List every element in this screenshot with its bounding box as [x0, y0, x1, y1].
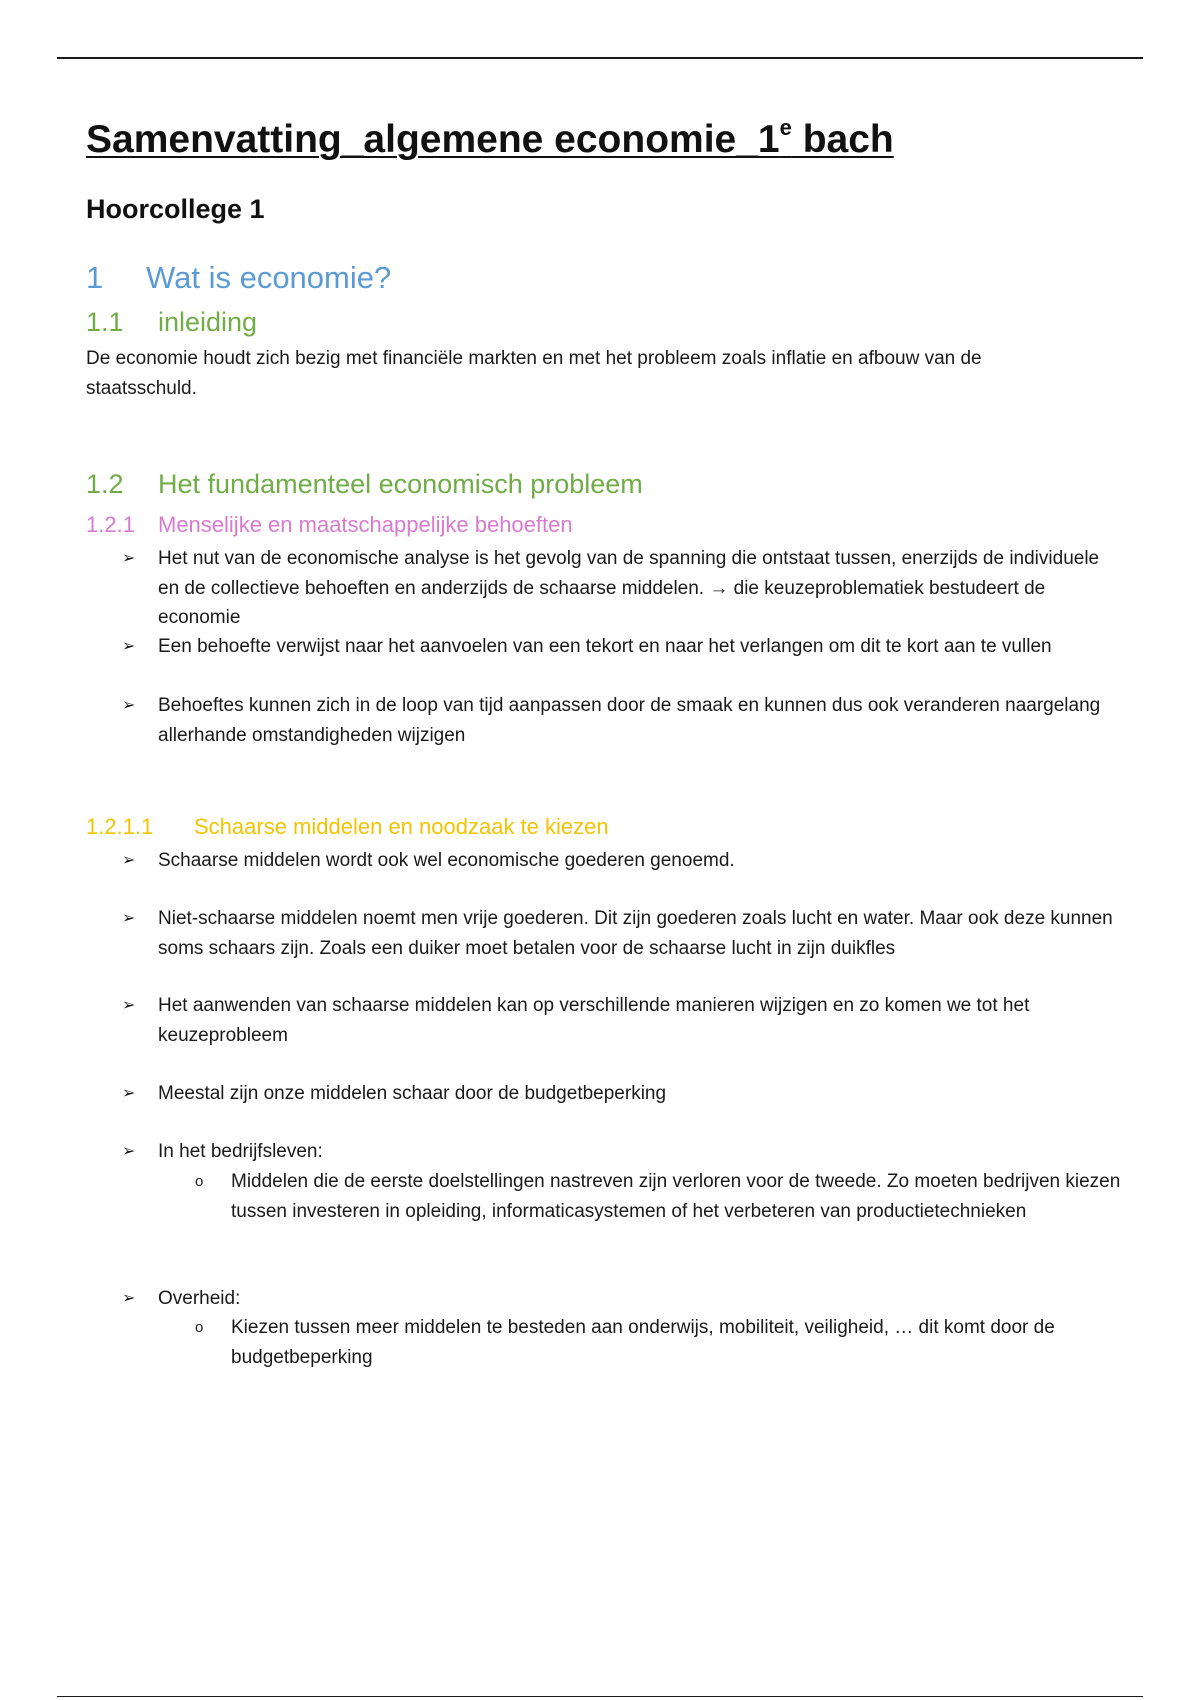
list-item: ➢ Niet-schaarse middelen noemt men vrije goederen. Dit zijn goederen zoals lucht en water. Maar ook deze kunnen soms schaars zijn. Zoals een duiker moet betalen voor de schaarse lucht in zijn duikfles: [158, 904, 1118, 963]
sub-list-item: o Kiezen tussen meer middelen te besteden aan onderwijs, mobiliteit, veiligheid, … dit komt door de budgetbeperking: [231, 1313, 1121, 1372]
heading-1-2-1: 1.2.1 Menselijke en maatschappelijke behoeften: [86, 512, 573, 537]
list-item: ➢ Een behoefte verwijst naar het aanvoelen van een tekort en naar het verlangen om dit te kort aan te vullen: [158, 632, 1118, 662]
list-item: ➢ Meestal zijn onze middelen schaar door de budgetbeperking: [158, 1079, 1118, 1109]
header-rule: [57, 57, 1143, 59]
footer-rule: [57, 1696, 1143, 1697]
circle-bullet-icon: o: [195, 1319, 204, 1336]
arrow-bullet-icon: ➢: [122, 1143, 136, 1160]
paragraph-inleiding: De economie houdt zich bezig met financiële markten en met het probleem zoals inflatie en afbouw van de staatsschuld.: [86, 348, 982, 399]
heading-1-2-1-1: 1.2.1.1 Schaarse middelen en noodzaak te kiezen: [86, 814, 609, 839]
list-item: ➢ Overheid:: [158, 1284, 1118, 1314]
list-item: ➢ Behoeftes kunnen zich in de loop van tijd aanpassen door de smaak en kunnen dus ook veranderen naargelang allerhande omstandigheden wijzigen: [158, 691, 1118, 750]
circle-bullet-icon: o: [195, 1173, 204, 1190]
arrow-bullet-icon: ➢: [122, 1085, 136, 1102]
document-title: Samenvatting_algemene economie_1e bach: [86, 115, 894, 161]
arrow-bullet-icon: ➢: [122, 1290, 136, 1307]
heading-1-2: 1.2 Het fundamenteel economisch probleem: [86, 469, 643, 499]
arrow-bullet-icon: ➢: [122, 997, 136, 1014]
heading-1: 1 Wat is economie?: [86, 260, 392, 295]
list-item: ➢ Schaarse middelen wordt ook wel economische goederen genoemd.: [158, 846, 1118, 876]
document-subtitle: Hoorcollege 1: [86, 194, 265, 224]
list-item: ➢ Het nut van de economische analyse is het gevolg van de spanning die ontstaat tussen, enerzijds de individuele en de collectieve behoeften en anderzijds de schaarse middelen. → die keuzeproblematiek bestudeert de economie: [158, 544, 1118, 633]
list-item: ➢ Het aanwenden van schaarse middelen kan op verschillende manieren wijzigen en zo komen we tot het keuzeprobleem: [158, 991, 1118, 1050]
list-item: ➢ In het bedrijfsleven:: [158, 1137, 1118, 1167]
arrow-bullet-icon: ➢: [122, 550, 136, 567]
arrow-bullet-icon: ➢: [122, 852, 136, 869]
arrow-bullet-icon: ➢: [122, 910, 136, 927]
heading-1-1: 1.1 inleiding: [86, 307, 258, 337]
arrow-bullet-icon: ➢: [122, 638, 136, 655]
arrow-bullet-icon: ➢: [122, 697, 136, 714]
sub-list-item: o Middelen die de eerste doelstellingen nastreven zijn verloren voor de tweede. Zo moeten bedrijven kiezen tussen investeren in opleiding, informaticasystemen of het verbeteren van productietechnieken: [231, 1167, 1121, 1226]
